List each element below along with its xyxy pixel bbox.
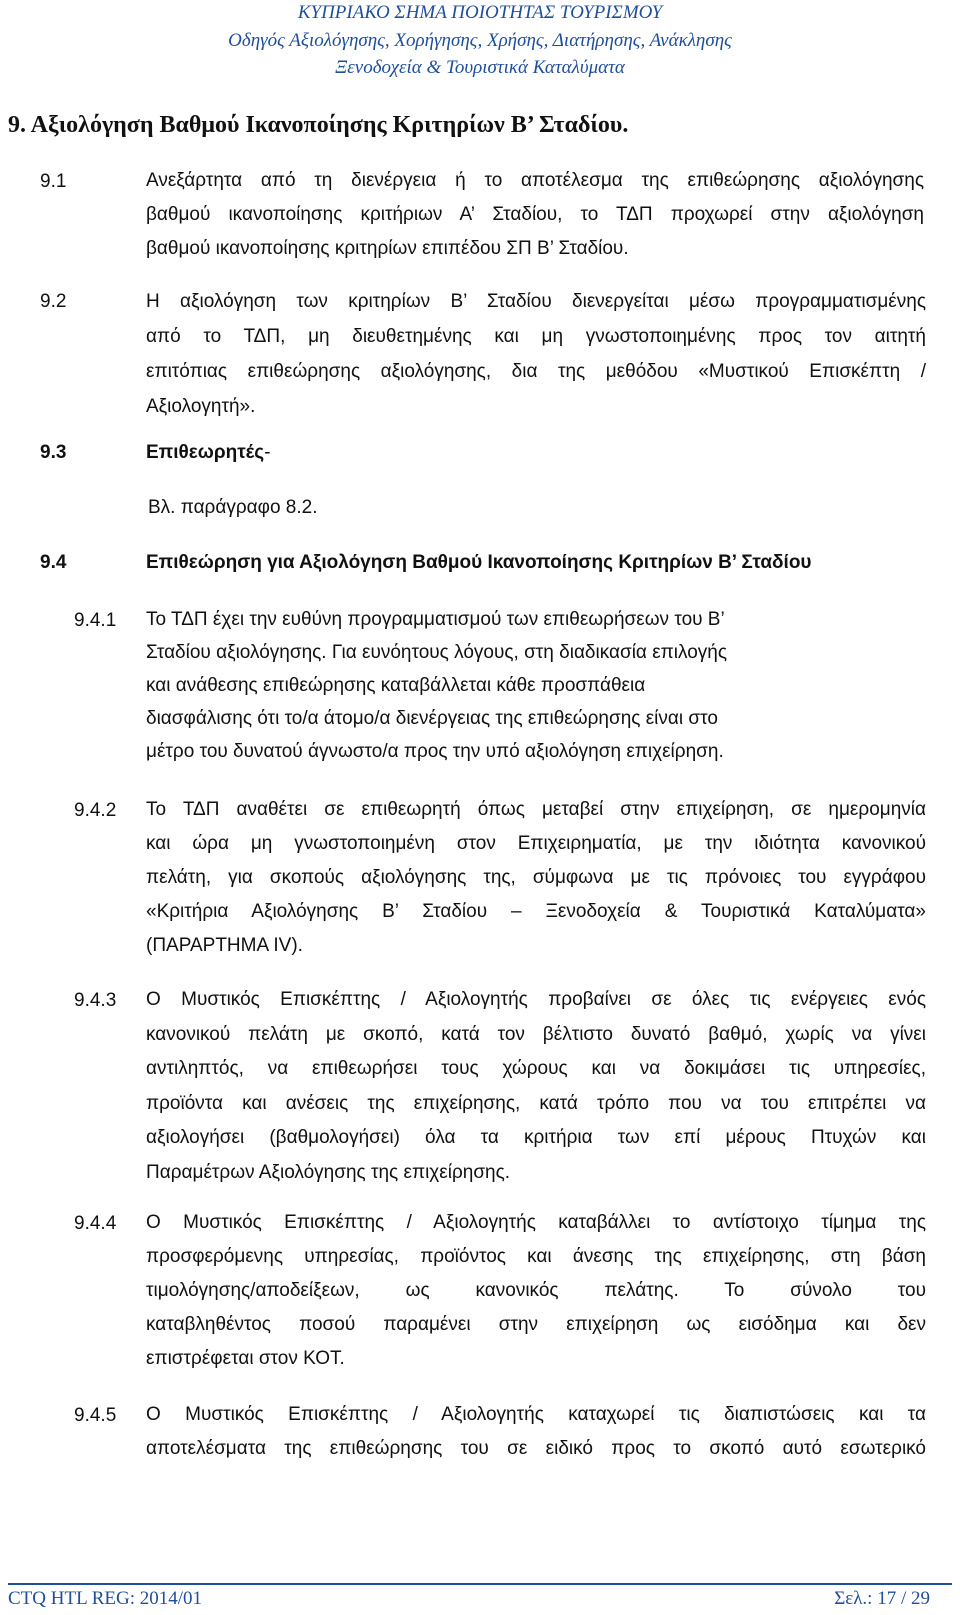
paragraph-9-4-5 — [146, 1398, 926, 1466]
text-line: Το ΤΔΠ έχει την ευθύνη προγραμματισμού των επιθεωρήσεων του Β’ — [146, 609, 725, 630]
text-line: Παραμέτρων Αξιολόγησης της επιχείρησης. — [146, 1161, 511, 1183]
text-line: πελάτη, για σκοπούς αξιολόγησης της, σύμφωνα με τις πρόνοιες του εγγράφου — [146, 867, 926, 888]
text-line: Η αξιολόγηση των κριτηρίων Β’ Σταδίου διενεργείται μέσω προγραμματισμένης — [146, 291, 926, 312]
footer-page-number: Σελ.: 17 / 29 — [834, 1588, 930, 1609]
paragraph-9-4-2 — [146, 793, 926, 963]
footer-divider — [8, 1583, 952, 1585]
text-line: (ΠΑΡΑΡΤΗΜΑ IV). — [146, 935, 303, 956]
text-line: τιμολόγησης/αποδείξεων, ως κανονικός πελάτης. Το σύνολο του — [146, 1280, 926, 1301]
text-line: Αξιολογητή». — [146, 396, 256, 417]
paragraph-number: 9.4.3 — [74, 990, 117, 1011]
paragraph-number: 9.4 — [40, 552, 67, 573]
paragraph-number: 9.4.1 — [74, 610, 117, 631]
heading-dash: - — [264, 442, 271, 463]
text-line: Ο Μυστικός Επισκέπτης / Αξιολογητής προβαίνει σε όλες τις ενέργειες ενός — [146, 989, 926, 1010]
header-category: Ξενοδοχεία & Τουριστικά Καταλύματα — [335, 57, 625, 78]
paragraph-number: 9.1 — [40, 171, 67, 192]
paragraph-number: 9.2 — [40, 291, 67, 312]
text-line: Ο Μυστικός Επισκέπτης / Αξιολογητής καταβάλλει το αντίστοιχο τίμημα της — [146, 1212, 926, 1233]
paragraph-number: 9.4.5 — [74, 1405, 117, 1426]
paragraph-number: 9.4.2 — [74, 800, 117, 821]
text-line: επιτόπιας επιθεώρησης αξιολόγησης, δια της μεθόδου «Μυστικού Επισκέπτη / — [146, 361, 926, 382]
text-line: προσφερόμενης υπηρεσίας, προϊόντος και άνεσης της επιχείρησης, στη βάση — [146, 1246, 926, 1267]
paragraph-heading: Επιθεώρηση για Αξιολόγηση Βαθμού Ικανοποίησης Κριτηρίων Β’ Σταδίου — [146, 552, 812, 573]
text-line: προϊόντα και ανέσεις της επιχείρησης, κατά τρόπο που να του επιτρέπει να — [146, 1092, 926, 1114]
paragraph-9-4-4 — [146, 1206, 926, 1376]
text-line: βαθμού ικανοποίησης κριτήριων Α’ Σταδίου, το ΤΔΠ προχωρεί στην αξιολόγηση — [146, 204, 924, 225]
footer-document-code: CTQ HTL REG: 2014/01 — [8, 1588, 203, 1609]
text-line: και ώρα μη γνωστοποιημένη στον Επιχειρηματία, με την ιδιότητα κανονικού — [146, 833, 926, 854]
paragraph-9-4-3 — [146, 983, 926, 1190]
text-line: Το ΤΔΠ αναθέτει σε επιθεωρητή όπως μεταβεί στην επιχείρηση, σε ημερομηνία — [146, 799, 926, 820]
text-line: Σταδίου αξιολόγησης. Για ευνόητους λόγους, στη διαδικασία επιλογής — [146, 642, 727, 663]
text-line: «Κριτήρια Αξιολόγησης Β’ Σταδίου – Ξενοδοχεία & Τουριστικά Καταλύματα» — [146, 901, 926, 922]
text-line: διασφάλισης ότι το/α άτομο/α διενέργειας της επιθεώρησης είναι στο — [146, 708, 718, 729]
text-line: και ανάθεσης επιθεώρησης καταβάλλεται κάθε προσπάθεια — [146, 675, 646, 696]
paragraph-9-2 — [146, 284, 926, 424]
text-line: αντιληπτός, να επιθεωρήσει τους χώρους και να δοκιμάσει τις υπηρεσίες, — [146, 1058, 926, 1079]
text-line: Ο Μυστικός Επισκέπτης / Αξιολογητής καταχωρεί τις διαπιστώσεις και τα — [146, 1404, 926, 1425]
text-line: μέτρο του δυνατού άγνωστο/α προς την υπό αξιολόγηση επιχείρηση. — [146, 741, 724, 762]
header-title: ΚΥΠΡΙΑΚΟ ΣΗΜΑ ΠΟΙΟΤΗΤΑΣ ΤΟΥΡΙΣΜΟΥ — [297, 2, 663, 23]
paragraph-9-1 — [146, 164, 924, 266]
heading-text: Επιθεωρητές — [146, 442, 265, 463]
text-line: κανονικού πελάτη με σκοπό, κατά τον βέλτιστο δυνατό βαθμό, χωρίς να γίνει — [146, 1023, 926, 1045]
text-line: αποτελέσματα της επιθεώρησης του σε ειδικό προς το σκοπό αυτό εσωτερικό — [146, 1438, 926, 1459]
text-line: Ανεξάρτητα από τη διενέργεια ή το αποτέλεσμα της επιθεώρησης αξιολόγησης — [146, 170, 924, 191]
text-line: από το ΤΔΠ, μη διευθετημένης και μη γνωστοποιημένης προς τον αιτητή — [146, 326, 926, 347]
header-subtitle: Οδηγός Αξιολόγησης, Χορήγησης, Χρήσης, Διατήρησης, Ανάκλησης — [228, 30, 732, 51]
text-line: αξιολογήσει (βαθμολογήσει) όλα τα κριτήρια των επί μέρους Πτυχών και — [146, 1127, 926, 1148]
text-line: επιστρέφεται στον ΚΟΤ. — [146, 1348, 345, 1369]
paragraph-number: 9.3 — [40, 442, 67, 463]
paragraph-heading — [146, 442, 270, 464]
text-line: βαθμού ικανοποίησης κριτηρίων επιπέδου ΣΠ Β’ Σταδίου. — [146, 238, 629, 259]
paragraph-9-4-1 — [146, 603, 846, 768]
text-line: καταβληθέντος ποσού παραμένει στην επιχείρηση ως εισόδημα και δεν — [146, 1314, 926, 1335]
section-title: 9. Αξιολόγηση Βαθμού Ικανοποίησης Κριτηρίων Β’ Σταδίου. — [8, 112, 629, 138]
paragraph-reference: Βλ. παράγραφο 8.2. — [148, 497, 318, 518]
paragraph-number: 9.4.4 — [74, 1213, 117, 1234]
